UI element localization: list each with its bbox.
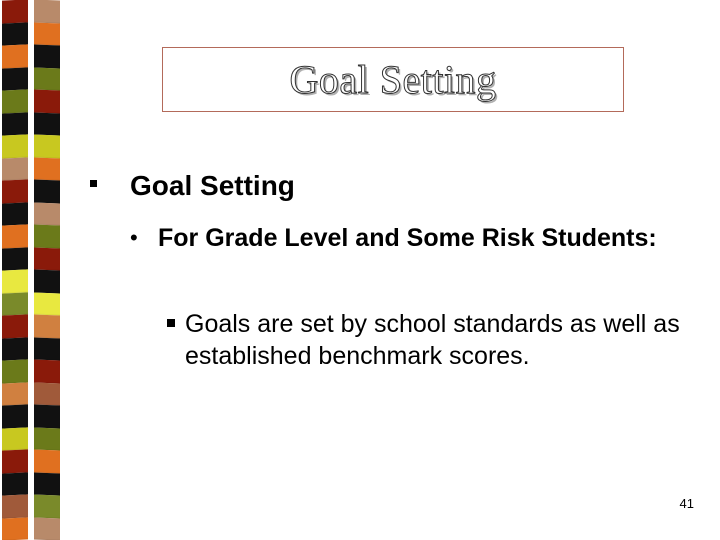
stripe-segment: [34, 315, 60, 338]
stripe-segment: [34, 427, 60, 450]
stripe-segment: [34, 225, 60, 248]
stripe-segment: [2, 337, 28, 361]
stripe-segment: [34, 405, 60, 428]
stripe-segment: [2, 134, 28, 158]
stripe-segment: [2, 44, 28, 68]
stripe-segment: [34, 450, 60, 473]
stripe-segment: [34, 22, 60, 45]
stripe-segment: [34, 135, 60, 158]
stripe-segment: [34, 45, 60, 68]
stripe-column-left: [2, 0, 28, 540]
stripe-segment: [2, 382, 28, 406]
slide-title: Goal Setting: [289, 57, 497, 102]
stripe-segment: [2, 22, 28, 46]
slide-title-box: [162, 47, 624, 112]
stripe-segment: [2, 404, 28, 428]
stripe-segment: [34, 90, 60, 113]
stripe-segment: [2, 517, 28, 540]
stripe-segment: [2, 67, 28, 91]
stripe-segment: [2, 157, 28, 181]
square-bullet-icon: [167, 319, 176, 329]
bullet-level-3-text: Goals are set by school standards as well as established benchmark scores.: [185, 310, 680, 370]
square-bullet-icon: [90, 178, 98, 187]
page-number: 41: [679, 496, 694, 511]
decorative-stripe-band: [0, 0, 80, 540]
stripe-segment: [2, 449, 28, 473]
stripe-segment: [2, 269, 28, 293]
stripe-segment: [2, 179, 28, 203]
dot-bullet-icon: •: [130, 225, 138, 250]
stripe-segment: [34, 180, 60, 203]
stripe-segment: [2, 224, 28, 248]
stripe-segment: [2, 292, 28, 316]
stripe-segment: [2, 89, 28, 113]
stripe-segment: [34, 337, 60, 360]
stripe-segment: [2, 427, 28, 451]
stripe-segment: [2, 359, 28, 383]
stripe-segment: [34, 472, 60, 495]
stripe-segment: [34, 157, 60, 180]
stripe-segment: [2, 314, 28, 338]
stripe-segment: [34, 292, 60, 315]
bullet-level-2-text: For Grade Level and Some Risk Students:: [158, 224, 657, 252]
stripe-segment: [34, 202, 60, 225]
stripe-segment: [2, 202, 28, 226]
stripe-segment: [34, 360, 60, 383]
stripe-segment: [34, 247, 60, 270]
stripe-segment: [34, 382, 60, 405]
stripe-segment: [34, 495, 60, 518]
stripe-segment: [34, 0, 60, 23]
stripe-column-right: [34, 0, 60, 540]
stripe-segment: [2, 112, 28, 136]
stripe-segment: [2, 494, 28, 518]
stripe-segment: [2, 0, 28, 23]
stripe-segment: [2, 247, 28, 271]
stripe-segment: [34, 67, 60, 90]
stripe-segment: [2, 472, 28, 496]
stripe-segment: [34, 270, 60, 293]
bullet-level-1-text: Goal Setting: [130, 170, 295, 201]
stripe-segment: [34, 517, 60, 540]
stripe-segment: [34, 112, 60, 135]
